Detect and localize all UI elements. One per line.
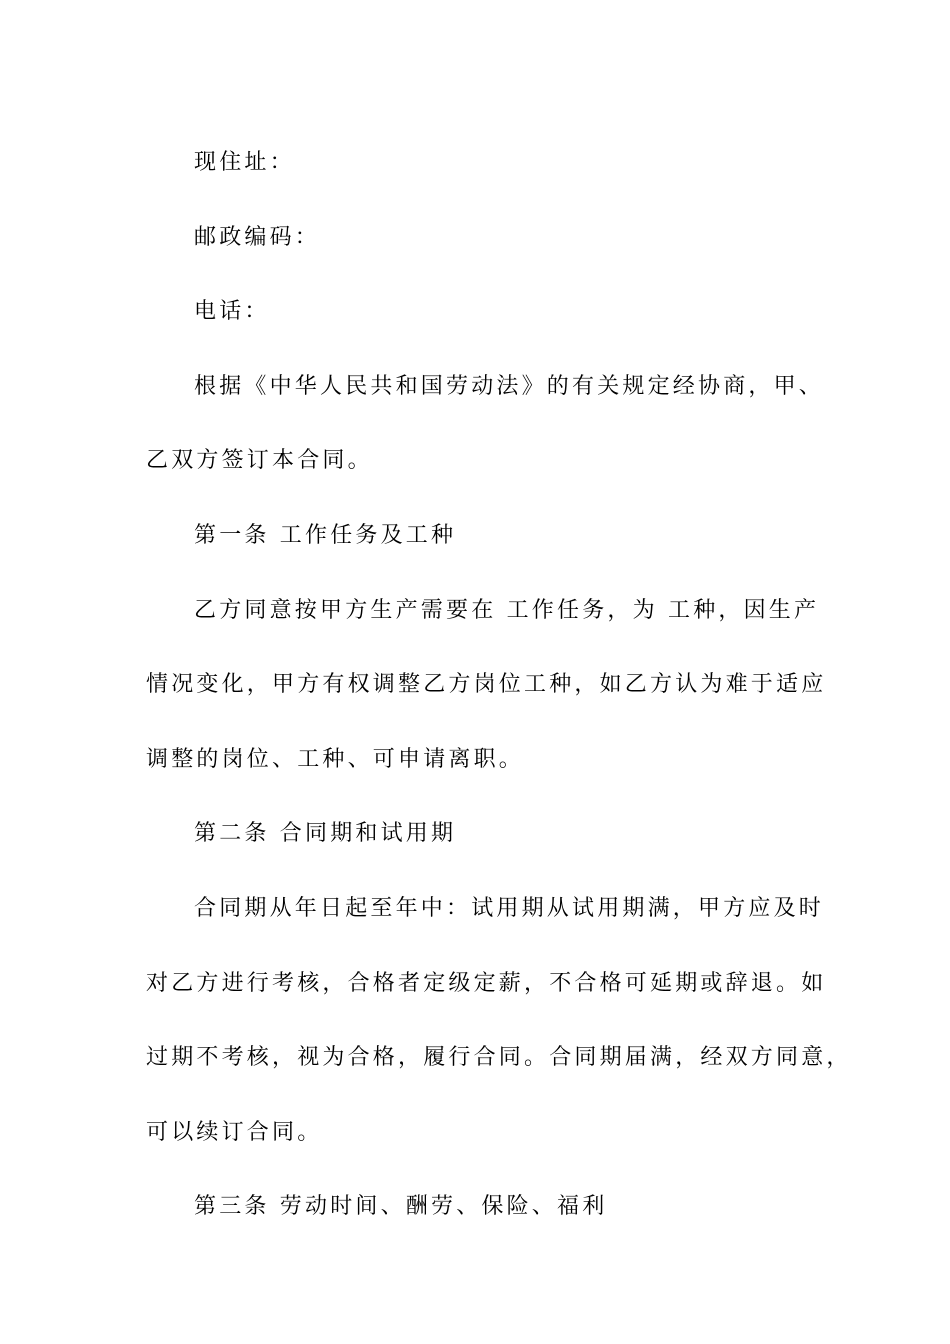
article-2-heading: 第二条 合同期和试用期 — [194, 821, 457, 847]
preamble-line-1: 根据《中华人民共和国劳动法》的有关规定经协商，甲、 — [194, 373, 825, 399]
article-2-text-line-2: 对乙方进行考核，合格者定级定薪，不合格可延期或辞退。如 — [146, 970, 827, 996]
document-body — [146, 126, 852, 1245]
address-field-label: 现住址： — [194, 150, 295, 175]
article-3-heading: 第三条 劳动时间、酬劳、保险、福利 — [194, 1194, 608, 1220]
article-1-text-line-2: 情况变化，甲方有权调整乙方岗位工种，如乙方认为难于适应 — [146, 672, 827, 698]
article-2-text-line-3: 过期不考核，视为合格，履行合同。合同期届满，经双方同意， — [146, 1045, 852, 1071]
article-1-text-line-1: 乙方同意按甲方生产需要在 工作任务，为 工种，因生产 — [194, 597, 820, 623]
article-2-text-line-4: 可以续订合同。 — [146, 1119, 323, 1145]
postal-code-field-label: 邮政编码： — [194, 224, 321, 250]
article-1-heading: 第一条 工作任务及工种 — [194, 522, 457, 548]
preamble-line-2: 乙双方签订本合同。 — [146, 448, 373, 474]
article-2-text-line-1: 合同期从年日起至年中：试用期从试用期满，甲方应及时 — [194, 895, 825, 921]
article-1-text-line-3: 调整的岗位、工种、可申请离职。 — [146, 746, 525, 772]
phone-field-label: 电话： — [194, 299, 270, 325]
